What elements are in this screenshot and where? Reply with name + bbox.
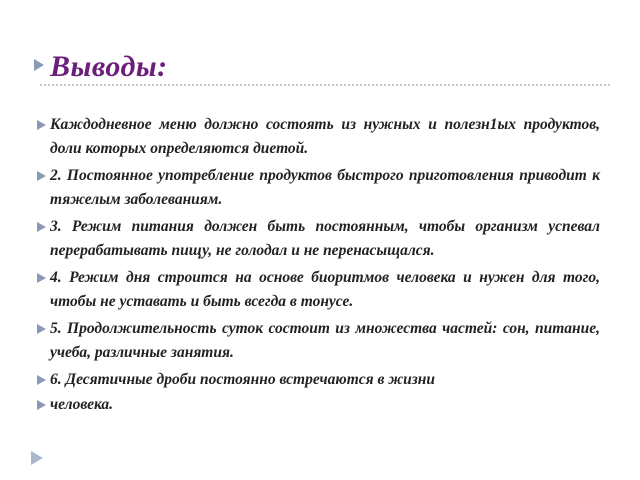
title-bullet-icon <box>34 59 44 71</box>
slide-title: Выводы: <box>50 50 168 83</box>
bullet-icon <box>37 120 46 130</box>
list-item-text: Каждодневное меню должно состоять из нужных и полезн1ых продуктов, доли которых определяются диетой. <box>50 116 600 157</box>
bullet-icon <box>37 273 46 283</box>
list-item-text: 4. Режим дня строится на основе биоритмов человека и нужен для того, чтобы не уставать и быть всегда в тонусе. <box>50 269 600 310</box>
list-item <box>50 317 600 365</box>
list-item-text: 6. Десятичные дроби постоянно встречаются в жизни <box>50 371 435 388</box>
list-item <box>50 113 600 161</box>
list-item <box>50 215 600 263</box>
list-item <box>50 164 600 212</box>
title-divider <box>40 84 610 86</box>
triangle-icon <box>30 450 44 466</box>
conclusions-list <box>50 113 600 420</box>
list-item <box>50 266 600 314</box>
list-item-text: 5. Продолжительность суток состоит из множества частей: сон, питание, учеба, различные занятия. <box>50 320 600 361</box>
bullet-icon <box>37 222 46 232</box>
bullet-icon <box>37 375 46 385</box>
bullet-icon <box>37 324 46 334</box>
list-item-text: человека. <box>50 396 114 413</box>
bullet-icon <box>37 400 46 410</box>
bullet-icon <box>37 171 46 181</box>
list-item-text: 2. Постоянное употребление продуктов быстрого приготовления приводит к тяжелым заболеваниям. <box>50 167 600 208</box>
list-item-text: 3. Режим питания должен быть постоянным, чтобы организм успевал перерабатывать пищу, не голодал и не перенасыщался. <box>50 218 600 259</box>
list-item <box>50 368 600 392</box>
list-item <box>50 393 600 417</box>
